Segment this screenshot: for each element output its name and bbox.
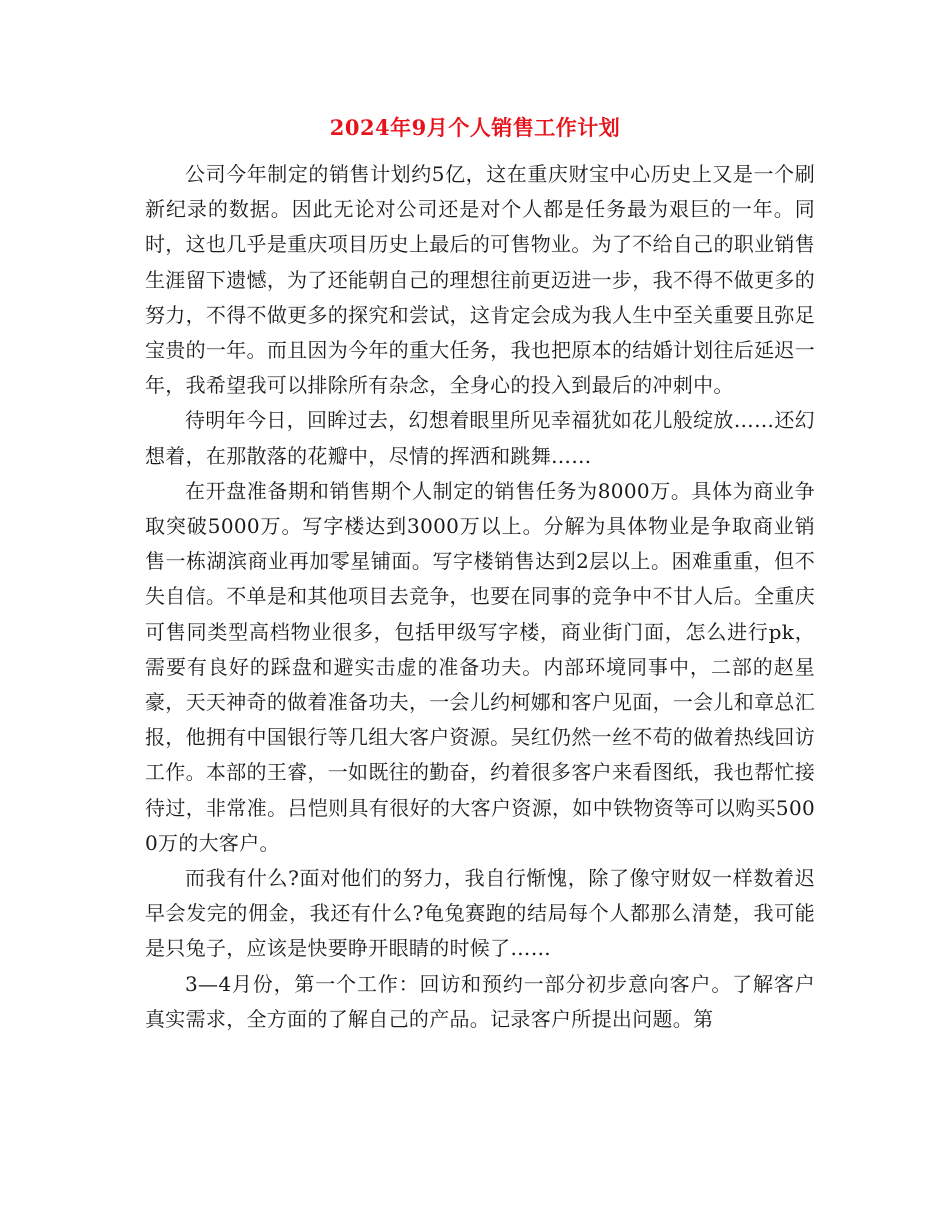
paragraph-sales-plan-intro: 公司今年制定的销售计划约5亿，这在重庆财宝中心历史上又是一个刷新纪录的数据。因此无论对公司还是对个人都是任务最为艰巨的一年。同时，这也几乎是重庆项目历史上最后的可售物业。为了不给自己的职业销售生涯留下遗憾，为了还能朝自己的理想往前更迈进一步，我不得不做更多的努力，不得不做更多的探究和尝试，这肯定会成为我人生中至关重要且弥足宝贵的一年。而且因为今年的重大任务，我也把原本的结婚计划往后延迟一年，我希望我可以排除所有杂念，全身心的投入到最后的冲刺中。: [145, 162, 815, 398]
paragraph-march-april-work: 3—4月份，第一个工作：回访和预约一部分初步意向客户。了解客户真实需求，全方面的了解自己的产品。记录客户所提出问题。第: [145, 971, 815, 1031]
paragraph-self-reflection: 而我有什么?面对他们的努力，我自行惭愧，除了像守财奴一样数着迟早会发完的佣金，我还有什么?龟兔赛跑的结局每个人都那么清楚，我可能是只兔子，应该是快要睁开眼睛的时候了……: [145, 866, 815, 961]
document-body: [145, 157, 815, 1037]
paragraph-sales-targets: 在开盘准备期和销售期个人制定的销售任务为8000万。具体为商业争取突破5000万。写字楼达到3000万以上。分解为具体物业是争取商业销售一栋湖滨商业再加零星铺面。写字楼销售达到2层以上。困难重重，但不失自信。不单是和其他项目去竞争，也要在同事的竞争中不甘人后。全重庆可售同类型高档物业很多，包括甲级写字楼，商业街门面，怎么进行pk，需要有良好的踩盘和避实击虚的准备功夫。内部环境同事中，二部的赵星豪，天天神奇的做着准备功夫，一会儿约柯娜和客户见面，一会儿和章总汇报，他拥有中国银行等几组大客户资源。吴红仍然一丝不苟的做着热线回访工作。本部的王睿，一如既往的勤奋，约着很多客户来看图纸，我也帮忙接待过，非常准。吕恺则具有很好的大客户资源，如中铁物资等可以购买5000万的大客户。: [145, 478, 815, 855]
paragraph-looking-forward: 待明年今日，回眸过去，幻想着眼里所见幸福犹如花儿般绽放……还幻想着，在那散落的花瓣中，尽情的挥洒和跳舞……: [145, 408, 815, 468]
document-title: 2024年9月个人销售工作计划: [329, 115, 621, 140]
